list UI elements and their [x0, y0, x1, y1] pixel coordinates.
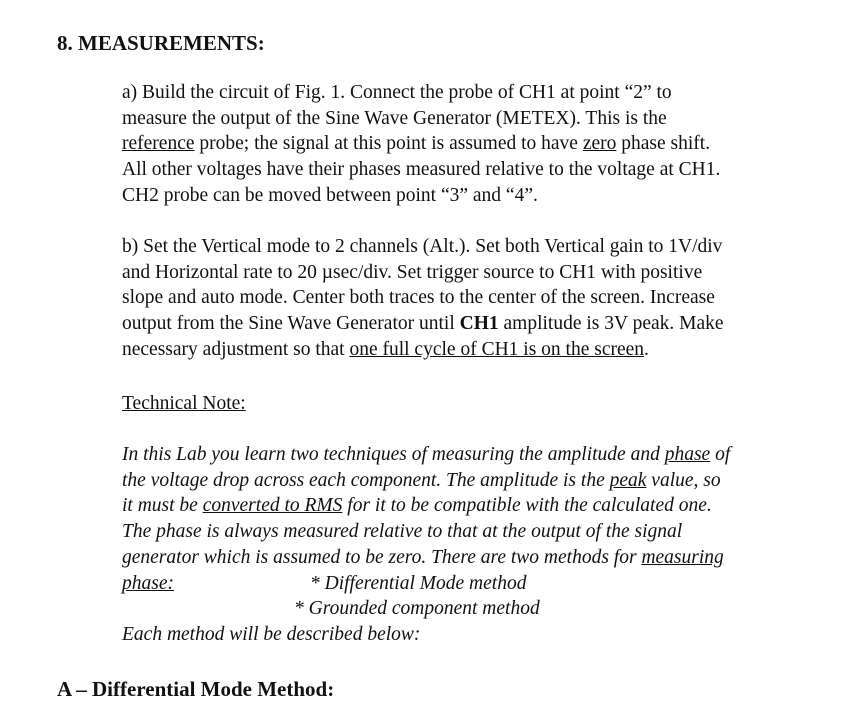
zero-underlined: zero: [582, 133, 617, 155]
para-b-line-3: slope and auto mode. Center both traces to the center of the screen. Increase: [122, 287, 715, 309]
tech-line-2: [122, 468, 834, 494]
method-1-item: * Differential Mode method: [310, 572, 527, 594]
tech-line-3: [122, 493, 834, 519]
paragraph-a: [122, 80, 834, 209]
method-2-item: * Grounded component method: [294, 598, 540, 620]
phase-colon-underlined: phase:: [122, 572, 174, 594]
para-b-line-5: [122, 337, 834, 363]
technical-note-title: [122, 391, 834, 417]
para-a-line-3: [122, 131, 834, 157]
para-a-line-5: CH2 probe can be moved between point “3” and “4”.: [122, 184, 538, 206]
para-b-line-4: [122, 311, 834, 337]
tech-line-1-text-1: In this Lab you learn two techniques of measuring the amplitude and: [122, 444, 665, 465]
reference-underlined: reference: [122, 133, 195, 155]
para-b-line-4-text-2: amplitude is 3V peak. Make: [498, 313, 724, 335]
tech-note-title-text: Technical Note:: [122, 393, 246, 414]
tech-line-8: Each method will be described below:: [122, 623, 421, 645]
para-b-line-1: b) Set the Vertical mode to 2 channels (Alt.). Set both Vertical gain to 1V/div: [122, 236, 723, 257]
measuring-underlined: measuring: [641, 546, 724, 568]
para-a-line-4: All other voltages have their phases measured relative to the voltage at CH1.: [122, 159, 721, 181]
para-a-line-2: measure the output of the Sine Wave Generator (METEX). This is the: [122, 107, 667, 129]
para-b-line-5-text-1: necessary adjustment so that: [122, 338, 350, 360]
para-a-line-3-text-2: phase shift.: [616, 133, 711, 155]
tech-line-2-text-1: the voltage drop across each component. The amplitude is the: [122, 469, 610, 491]
tech-line-2-text-2: value, so: [646, 469, 721, 491]
para-a-line-1: a) Build the circuit of Fig. 1. Connect the probe of CH1 at point “2” to: [122, 82, 672, 103]
section-heading: 8. MEASUREMENTS:: [57, 31, 265, 55]
tech-line-4: The phase is always measured relative to that at the output of the signal: [122, 521, 683, 543]
para-b-line-4-text-1: output from the Sine Wave Generator until: [122, 313, 460, 335]
tech-line-3-text-2: for it to be compatible with the calculated one.: [342, 495, 712, 517]
paragraph-b: [122, 234, 834, 363]
converted-to-rms-underlined: converted to RMS: [202, 495, 343, 517]
tech-line-6: [122, 571, 834, 597]
tech-line-5: [122, 545, 834, 571]
subsection-heading: A – Differential Mode Method:: [57, 677, 335, 701]
one-full-cycle-underlined: one full cycle of CH1 is on the screen: [349, 338, 645, 360]
tech-line-7: [122, 596, 834, 622]
para-a-line-3-text-1: probe; the signal at this point is assumed to have: [194, 133, 583, 155]
tech-line-5-text-1: generator which is assumed to be zero. There are two methods for: [122, 546, 642, 568]
tech-line-1-text-2: of: [710, 444, 731, 465]
ch1-bold: CH1: [459, 313, 499, 335]
peak-underlined: peak: [609, 469, 647, 491]
tech-line-1: [122, 442, 834, 468]
tech-line-3-text-1: it must be: [122, 495, 203, 517]
para-b-line-2: and Horizontal rate to 20 µsec/div. Set trigger source to CH1 with positive: [122, 261, 703, 283]
phase-underlined: phase: [664, 444, 711, 465]
technical-note-body: [122, 442, 834, 648]
para-b-line-5-text-2: .: [644, 338, 649, 360]
